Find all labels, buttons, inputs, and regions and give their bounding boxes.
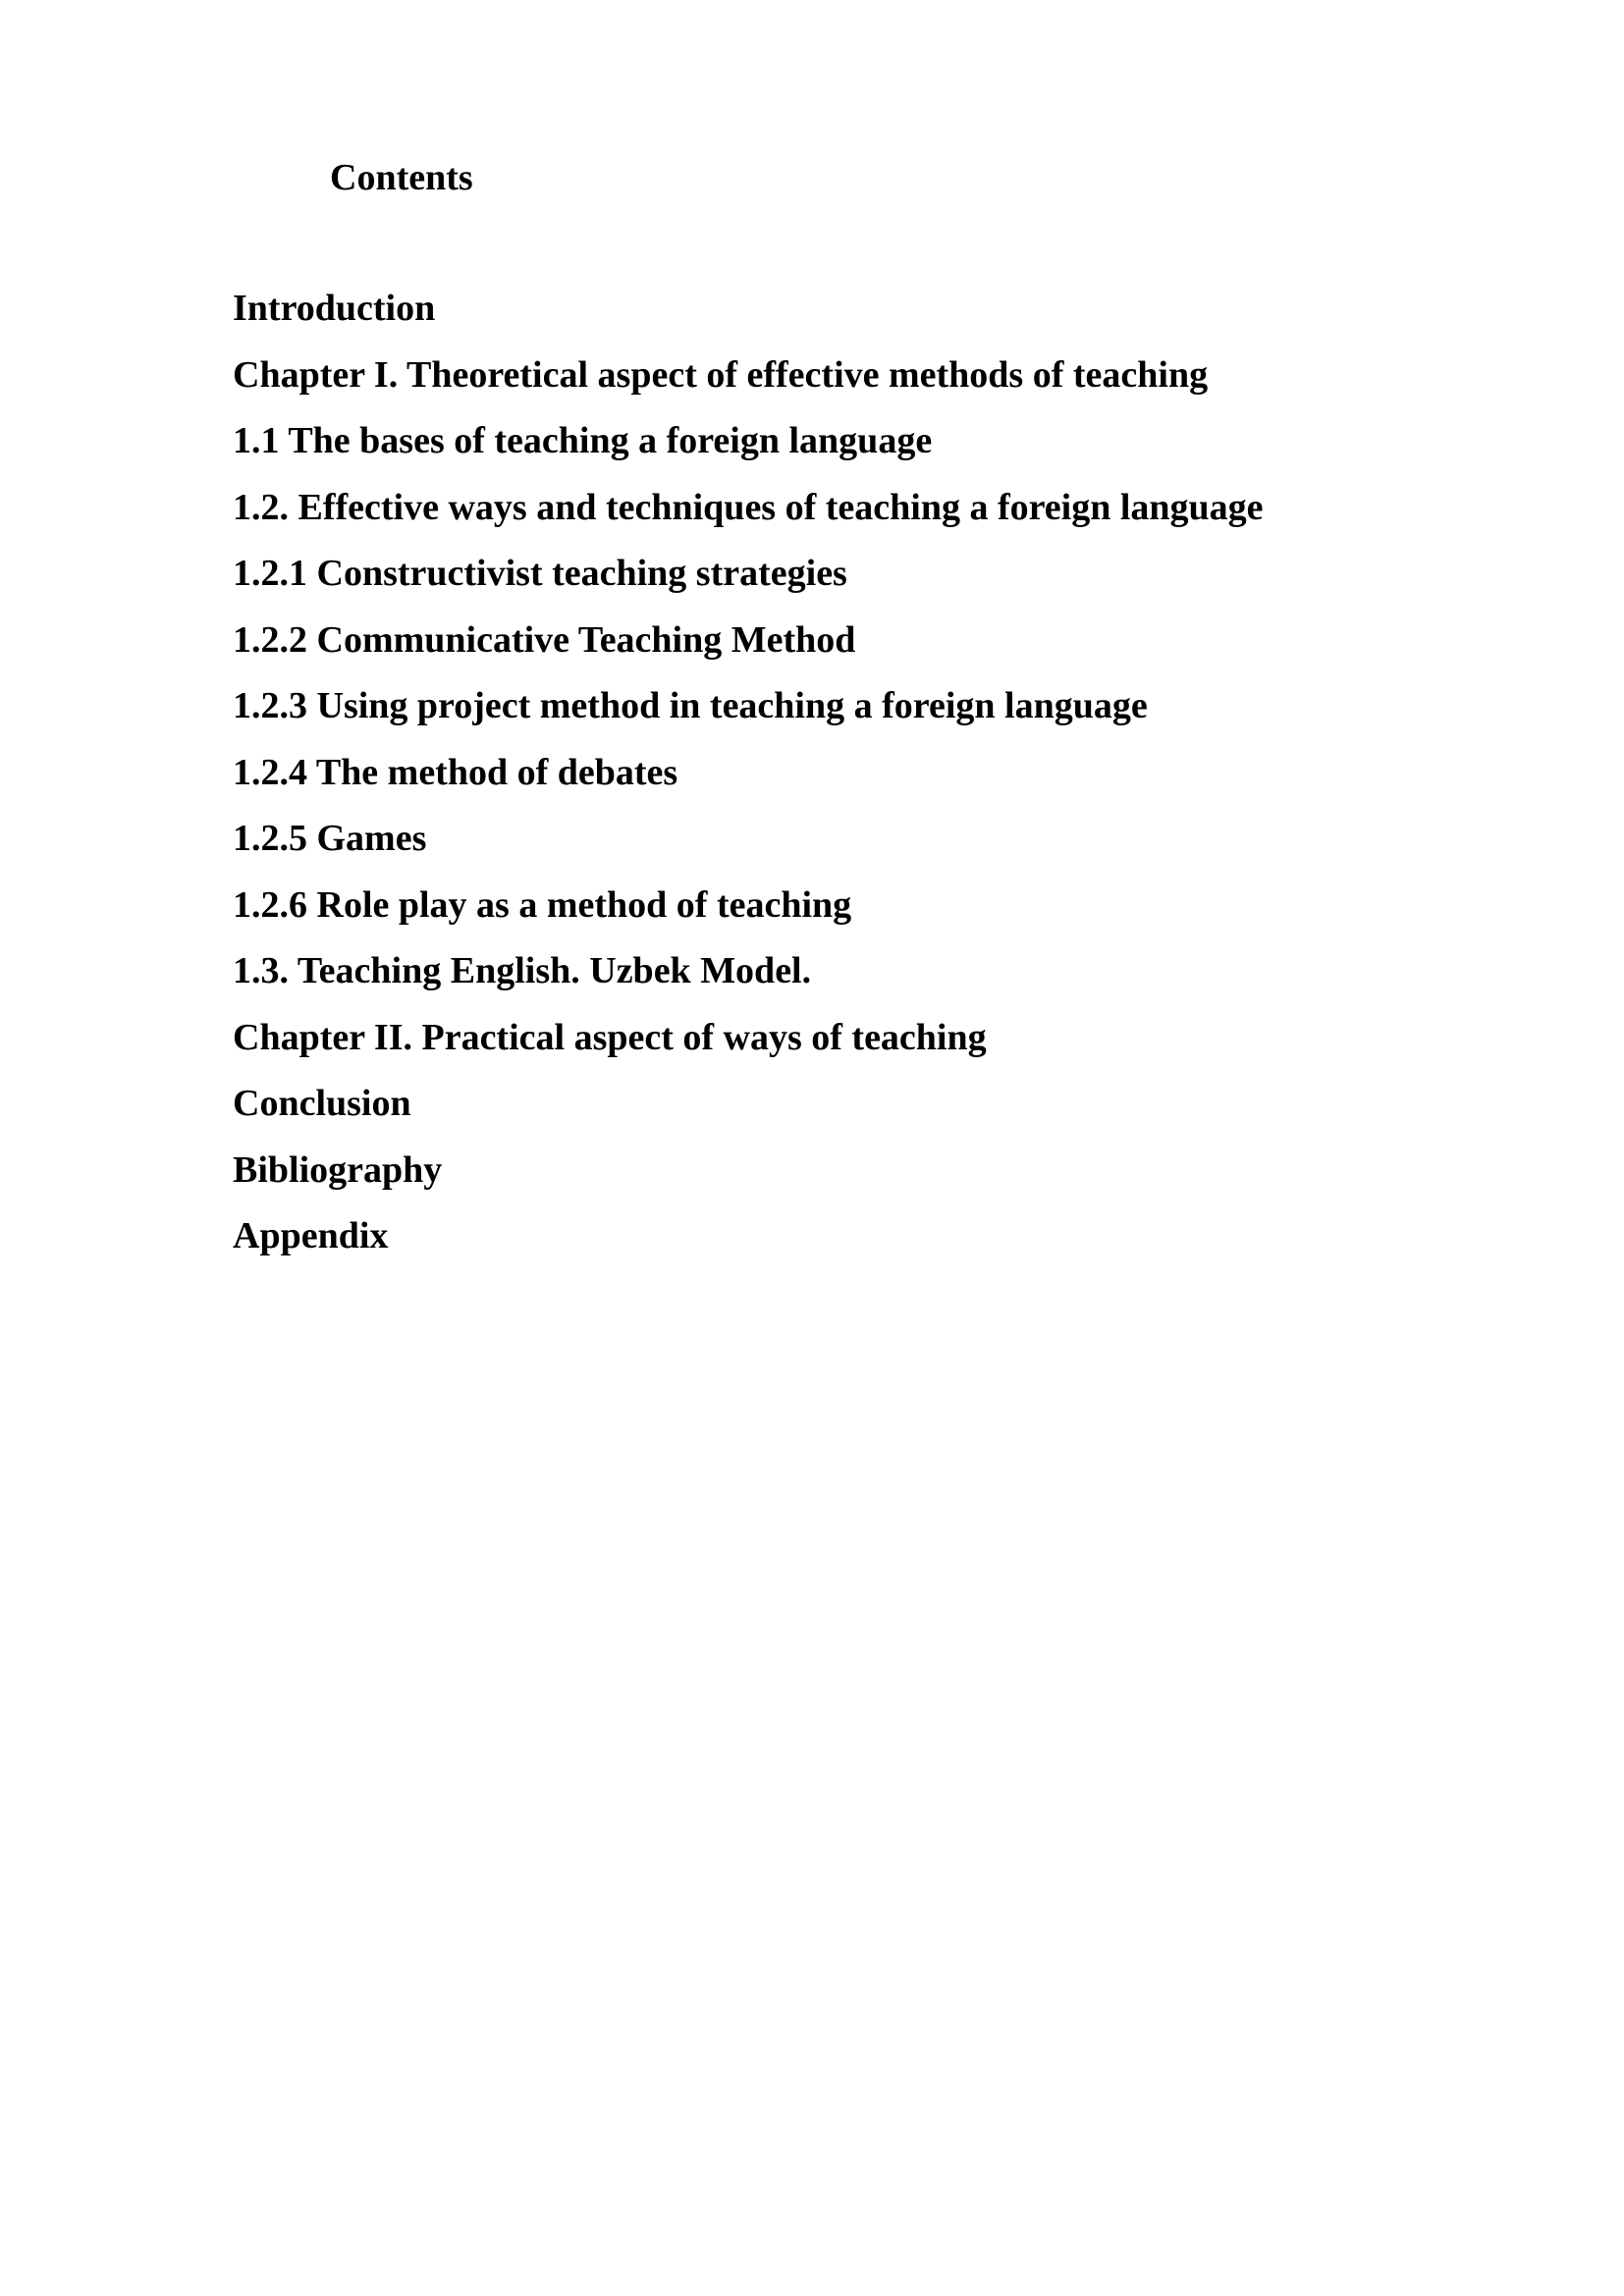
toc-entry-1-2-5: 1.2.5 Games (233, 818, 427, 859)
toc-entry-1-3: 1.3. Teaching English. Uzbek Model. (233, 950, 812, 991)
toc-entry-1-2-2: 1.2.2 Communicative Teaching Method (233, 618, 856, 661)
toc-entry-1-2-3: 1.2.3 Using project method in teaching a foreign language (233, 685, 1148, 726)
toc-entry-1-1: 1.1 The bases of teaching a foreign language (233, 420, 933, 461)
toc-entry-1-2: 1.2. Effective ways and techniques of teaching a foreign language (233, 486, 1264, 528)
toc-entry-1-2-6: 1.2.6 Role play as a method of teaching (233, 883, 852, 926)
contents-heading: Contents (330, 157, 473, 198)
toc-entry-chapter-1: Chapter I. Theoretical aspect of effective methods of teaching (233, 353, 1209, 396)
toc-entry-1-2-4: 1.2.4 The method of debates (233, 751, 678, 793)
toc-entry-1-2-1: 1.2.1 Constructivist teaching strategies (233, 553, 847, 594)
toc-entry-bibliography: Bibliography (233, 1148, 443, 1191)
toc-entry-conclusion: Conclusion (233, 1083, 411, 1124)
table-of-contents (233, 285, 1264, 1279)
toc-entry-appendix: Appendix (233, 1215, 389, 1256)
toc-entry-chapter-2: Chapter II. Practical aspect of ways of teaching (233, 1016, 987, 1058)
toc-entry-introduction: Introduction (233, 288, 436, 329)
